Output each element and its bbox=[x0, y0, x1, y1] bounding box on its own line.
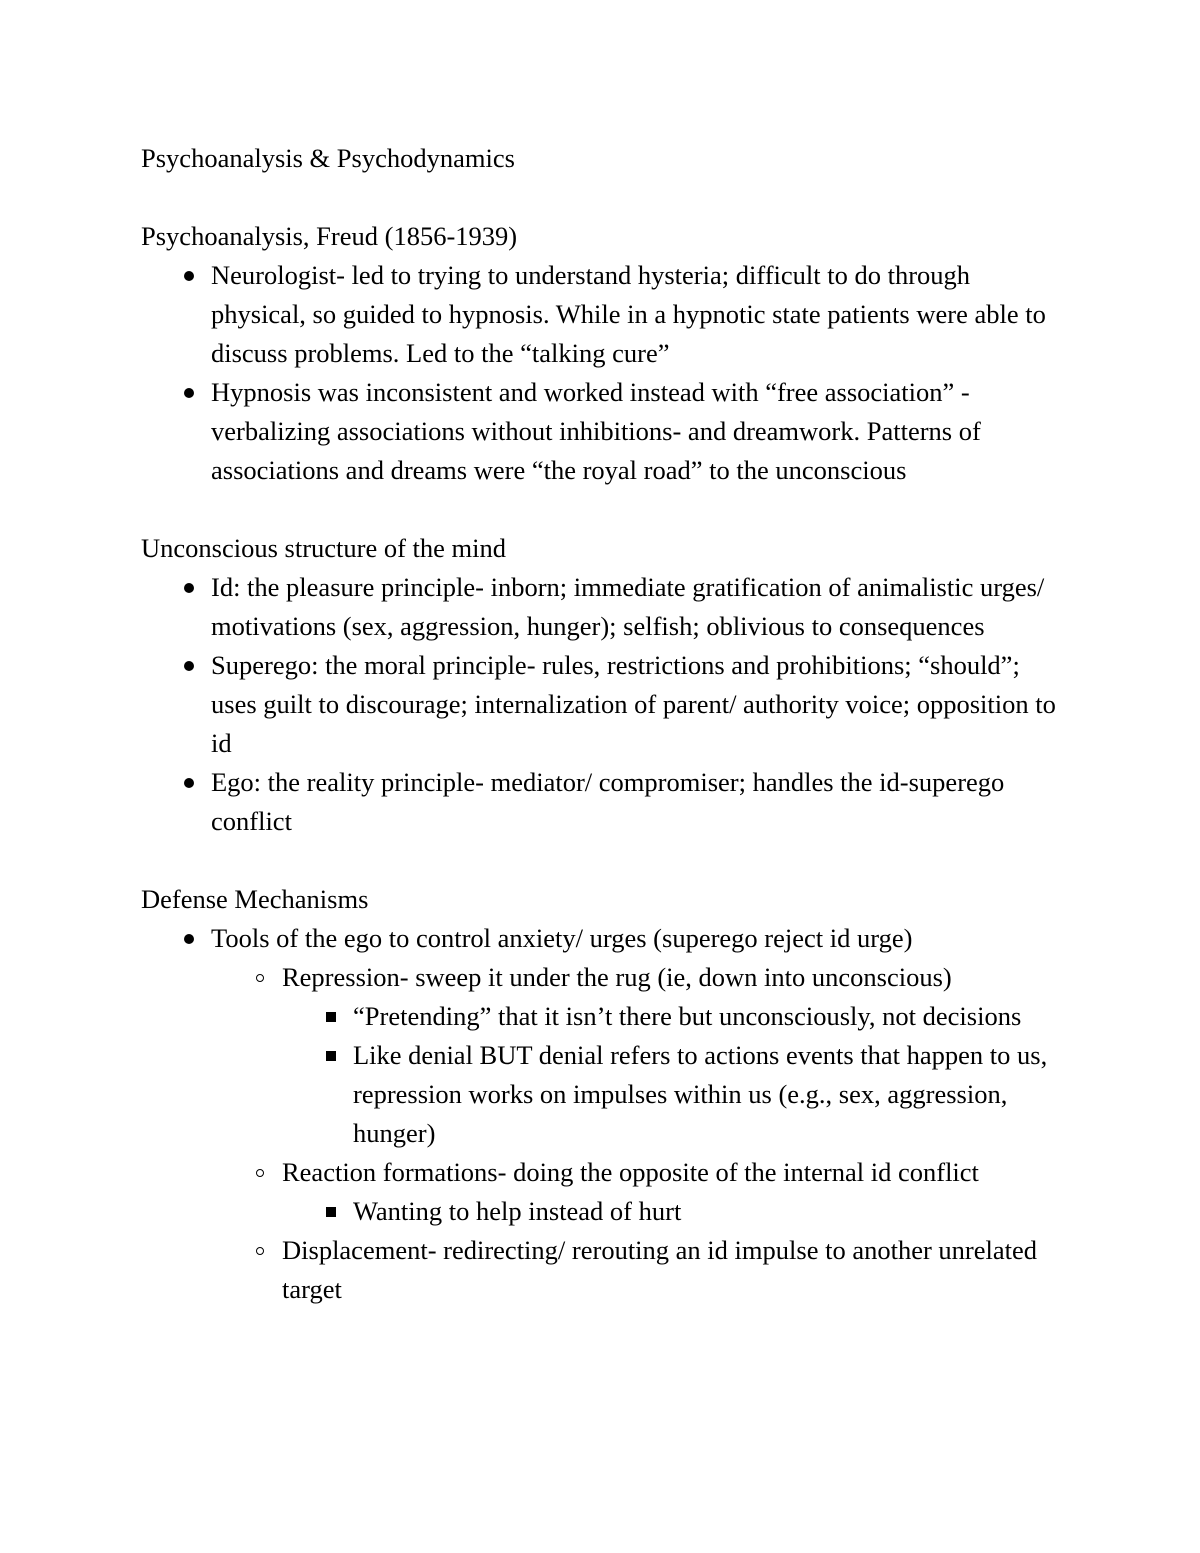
list-item bbox=[211, 373, 1061, 490]
detail-item bbox=[353, 1192, 1061, 1231]
bullet-disc-icon bbox=[179, 568, 199, 607]
list-item-text: Hypnosis was inconsistent and worked instead with “free association” - verbalizing associations without inhibitions- and dreamwork. Patterns of associations and dreams were “the royal road” to the unconscious bbox=[211, 377, 981, 485]
section-heading-psychoanalysis: Psychoanalysis, Freud (1856-1939) bbox=[141, 221, 518, 251]
mechanism-detail-list bbox=[282, 1192, 1061, 1231]
mechanism-list bbox=[211, 958, 1061, 1309]
detail-item bbox=[353, 997, 1061, 1036]
list-item-text: Superego: the moral principle- rules, restrictions and prohibitions; “should”; uses guilt to discourage; internalization of parent/ authority voice; opposition to id bbox=[211, 650, 1056, 758]
blank-line bbox=[141, 178, 1061, 217]
bullet-square-icon bbox=[321, 1036, 341, 1075]
list-item-text: Tools of the ego to control anxiety/ urges (superego reject id urge) bbox=[211, 923, 913, 953]
psychoanalysis-list bbox=[141, 256, 1061, 490]
document-body bbox=[141, 139, 1061, 1309]
detail-text: Wanting to help instead of hurt bbox=[353, 1196, 682, 1226]
list-item bbox=[211, 919, 1061, 1309]
list-item-text: Ego: the reality principle- mediator/ compromiser; handles the id-superego conflict bbox=[211, 767, 1005, 836]
list-item bbox=[211, 646, 1061, 763]
mechanism-label: Displacement- redirecting/ rerouting an id impulse to another unrelated target bbox=[282, 1235, 1037, 1304]
bullet-disc-icon bbox=[179, 646, 199, 685]
bullet-square-icon bbox=[321, 997, 341, 1036]
bullet-disc-icon bbox=[179, 919, 199, 958]
bullet-disc-icon bbox=[179, 256, 199, 295]
mechanism-item bbox=[282, 958, 1061, 1153]
blank-line bbox=[141, 490, 1061, 529]
bullet-circle-icon bbox=[250, 1231, 270, 1270]
bullet-disc-icon bbox=[179, 373, 199, 412]
bullet-disc-icon bbox=[179, 763, 199, 802]
document-title: Psychoanalysis & Psychodynamics bbox=[141, 143, 515, 173]
blank-line bbox=[141, 841, 1061, 880]
mechanism-label: Repression- sweep it under the rug (ie, down into unconscious) bbox=[282, 962, 952, 992]
detail-item bbox=[353, 1036, 1061, 1153]
detail-text: “Pretending” that it isn’t there but unconsciously, not decisions bbox=[353, 1001, 1022, 1031]
bullet-square-icon bbox=[321, 1192, 341, 1231]
mechanism-item bbox=[282, 1153, 1061, 1231]
defense-list bbox=[141, 919, 1061, 1309]
mechanism-label: Reaction formations- doing the opposite of the internal id conflict bbox=[282, 1157, 979, 1187]
list-item bbox=[211, 256, 1061, 373]
list-item bbox=[211, 763, 1061, 841]
list-item-text: Neurologist- led to trying to understand hysteria; difficult to do through physical, so guided to hypnosis. While in a hypnotic state patients were able to discuss problems. Led to the “talking cure” bbox=[211, 260, 1046, 368]
detail-text: Like denial BUT denial refers to actions events that happen to us, repression works on impulses within us (e.g., sex, aggression, hunger) bbox=[353, 1040, 1048, 1148]
mechanism-item bbox=[282, 1231, 1061, 1309]
section-heading-defense-mechanisms: Defense Mechanisms bbox=[141, 884, 369, 914]
bullet-circle-icon bbox=[250, 1153, 270, 1192]
mechanism-detail-list bbox=[282, 997, 1061, 1153]
structure-list bbox=[141, 568, 1061, 841]
list-item bbox=[211, 568, 1061, 646]
list-item-text: Id: the pleasure principle- inborn; immediate gratification of animalistic urges/ motivations (sex, aggression, hunger); selfish; oblivious to consequences bbox=[211, 572, 1045, 641]
bullet-circle-icon bbox=[250, 958, 270, 997]
section-heading-unconscious-structure: Unconscious structure of the mind bbox=[141, 533, 507, 563]
